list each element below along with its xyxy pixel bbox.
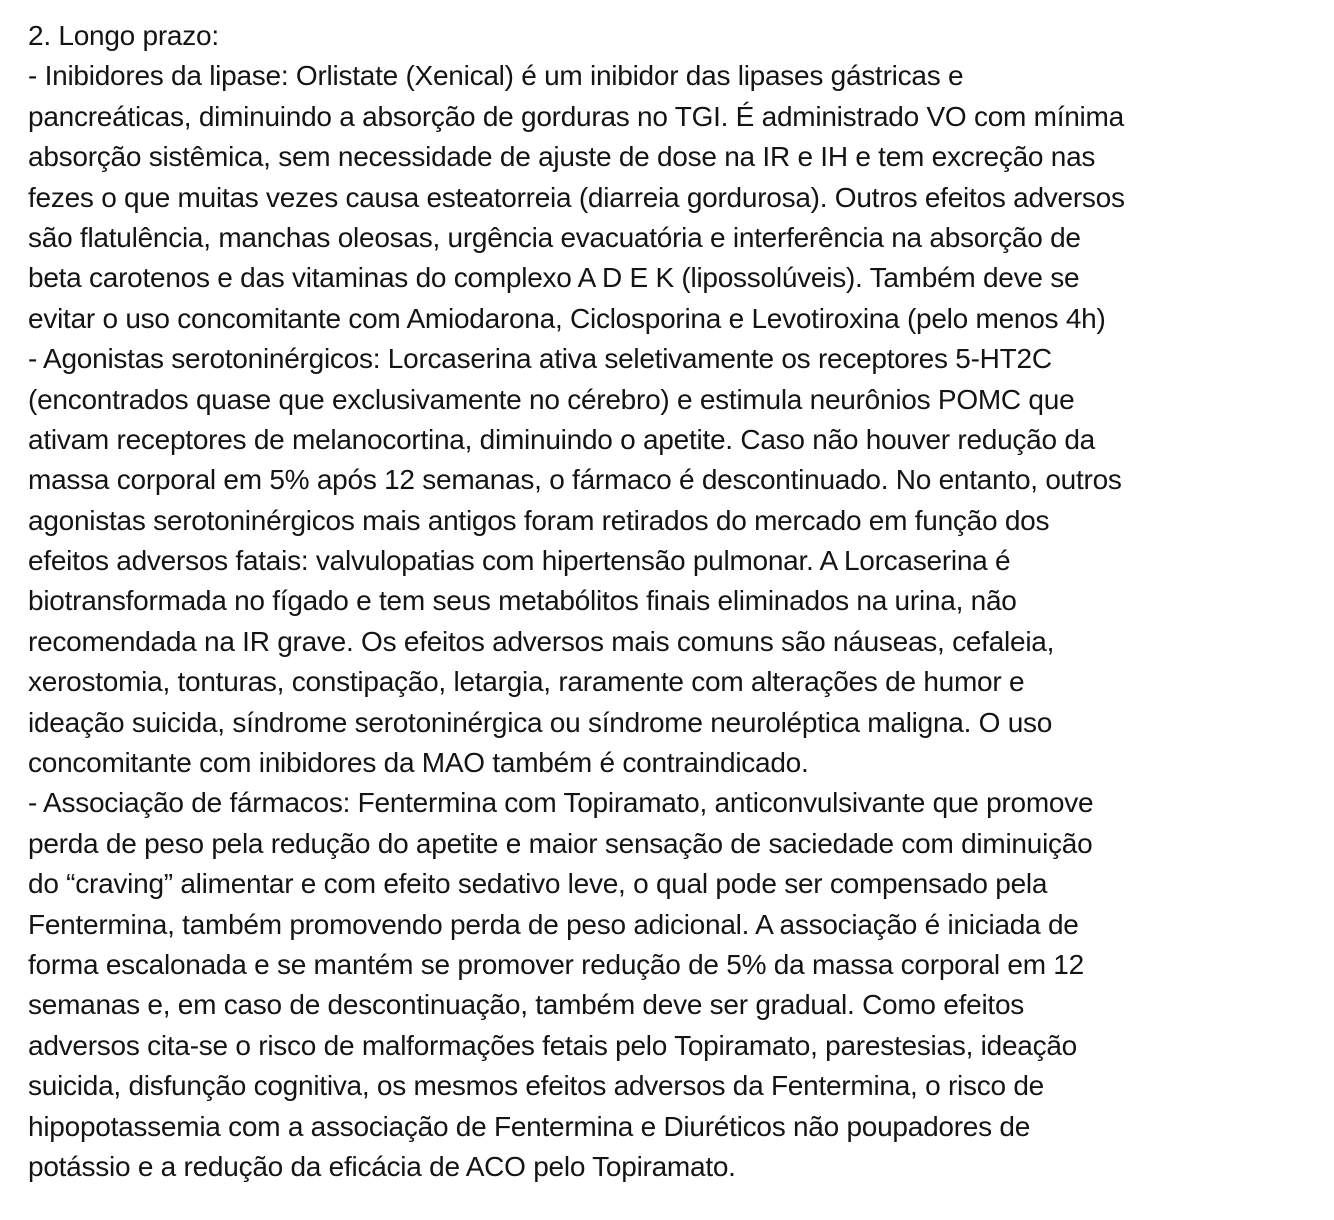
text-line: absorção sistêmica, sem necessidade de ajuste de dose na IR e IH e tem excreção nas (28, 141, 1096, 173)
text-line: massa corporal em 5% após 12 semanas, o fármaco é descontinuado. No entanto, outros (28, 464, 1122, 496)
text-line: suicida, disfunção cognitiva, os mesmos efeitos adversos da Fentermina, o risco de (28, 1070, 1045, 1102)
text-line: semanas e, em caso de descontinuação, também deve ser gradual. Como efeitos (28, 989, 1025, 1021)
text-line: concomitante com inibidores da MAO também é contraindicado. (28, 747, 809, 779)
text-line: evitar o uso concomitante com Amiodarona, Ciclosporina e Levotiroxina (pelo menos 4h) (28, 302, 1106, 334)
text-line: beta carotenos e das vitaminas do complexo A D E K (lipossolúveis). Também deve se (28, 262, 1080, 294)
document-body (28, 16, 1328, 1187)
text-line: Fentermina, também promovendo perda de peso adicional. A associação é iniciada de (28, 908, 1079, 940)
text-line: são flatulência, manchas oleosas, urgência evacuatória e interferência na absorção de (28, 221, 1081, 253)
text-line: ideação suicida, síndrome serotoninérgica ou síndrome neuroléptica maligna. O uso (28, 706, 1053, 738)
text-line: (encontrados quase que exclusivamente no cérebro) e estimula neurônios POMC que (28, 383, 1075, 415)
text-line: perda de peso pela redução do apetite e maior sensação de saciedade com diminuição (28, 827, 1093, 859)
text-line: recomendada na IR grave. Os efeitos adversos mais comuns são náuseas, cefaleia, (28, 625, 1055, 657)
text-line: pancreáticas, diminuindo a absorção de gorduras no TGI. É administrado VO com mínima (28, 100, 1124, 132)
text-line: forma escalonada e se mantém se promover redução de 5% da massa corporal em 12 (28, 948, 1084, 980)
text-line: agonistas serotoninérgicos mais antigos foram retirados do mercado em função dos (28, 504, 1050, 536)
text-line: - Inibidores da lipase: Orlistate (Xenical) é um inibidor das lipases gástricas e (28, 60, 964, 92)
text-line: - Agonistas serotoninérgicos: Lorcaserina ativa seletivamente os receptores 5-HT2C (28, 343, 1052, 375)
text-line: hipopotassemia com a associação de Fentermina e Diuréticos não poupadores de (28, 1110, 1031, 1142)
text-line: biotransformada no fígado e tem seus metabólitos finais eliminados na urina, não (28, 585, 1017, 617)
text-line: potássio e a redução da eficácia de ACO pelo Topiramato. (28, 1150, 736, 1182)
text-line: adversos cita-se o risco de malformações fetais pelo Topiramato, parestesias, ideação (28, 1029, 1077, 1061)
text-line: - Associação de fármacos: Fentermina com Topiramato, anticonvulsivante que promove (28, 787, 1094, 819)
text-line: fezes o que muitas vezes causa esteatorreia (diarreia gordurosa). Outros efeitos adversos (28, 181, 1125, 213)
text-line: efeitos adversos fatais: valvulopatias com hipertensão pulmonar. A Lorcaserina é (28, 545, 1011, 577)
text-line: do “craving” alimentar e com efeito sedativo leve, o qual pode ser compensado pela (28, 868, 1048, 900)
section-heading: 2. Longo prazo: (28, 20, 219, 51)
text-line: ativam receptores de melanocortina, diminuindo o apetite. Caso não houver redução da (28, 423, 1095, 455)
text-line: xerostomia, tonturas, constipação, letargia, raramente com alterações de humor e (28, 666, 1025, 698)
